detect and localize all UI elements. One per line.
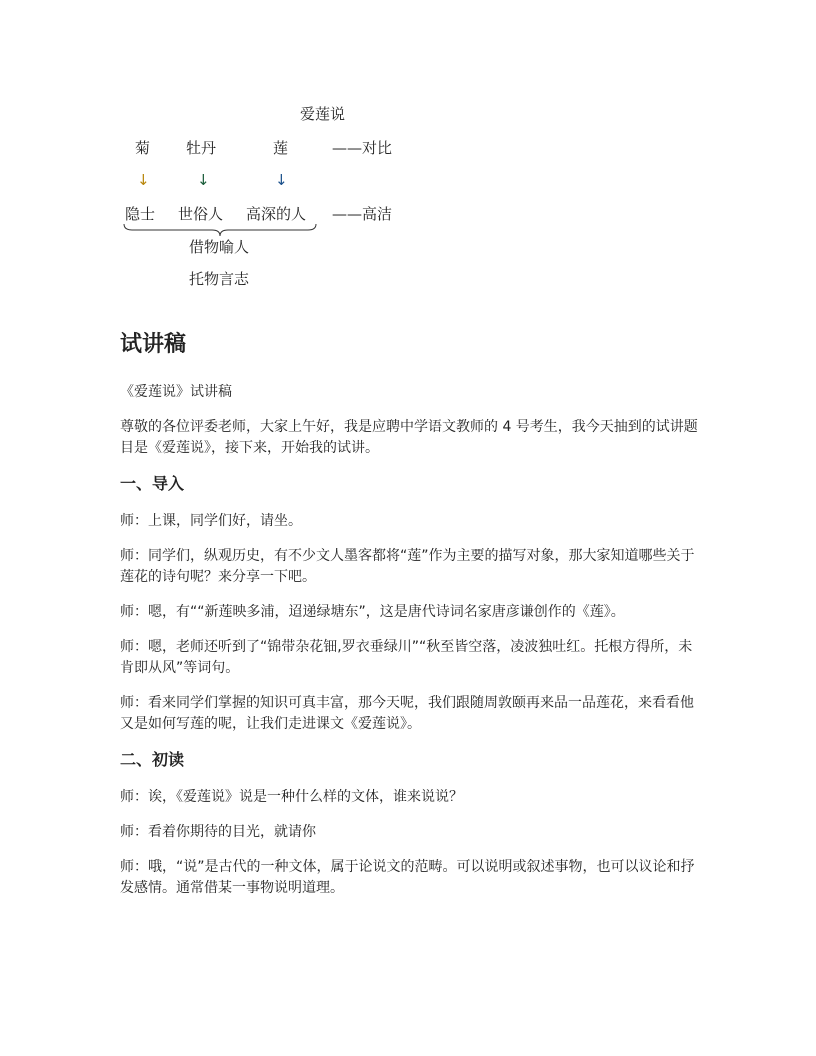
paragraph: 师：嗯，有““新莲映多浦，迢递绿塘东”，这是唐代诗词名家唐彦谦创作的《莲》。 xyxy=(120,604,625,620)
page-title: 试讲稿 xyxy=(120,332,187,357)
section-heading-intro: 一、导入 xyxy=(120,474,185,493)
diagram-item-hermit: 隐士 xyxy=(125,205,156,223)
diagram-method-express: 托物言志 xyxy=(189,270,250,288)
paragraph: 师：嗯，老师还听到了“锦带杂花钿,罗衣垂绿川”“秋至皆空落，凌波独吐红。托根方得所，未肯即从风”等词句。 xyxy=(120,639,693,676)
concept-diagram xyxy=(0,0,816,300)
arrow-down-icon: ↓ xyxy=(275,171,288,189)
arrow-down-icon: ↓ xyxy=(137,171,150,189)
section-heading-first-reading: 二、初读 xyxy=(120,750,185,769)
paragraph: 师：上课，同学们好，请坐。 xyxy=(120,513,302,529)
doc-intro: 尊敬的各位评委老师，大家上午好，我是应聘中学语文教师的 4 号考生，我今天抽到的试讲题目是《爱莲说》，接下来，开始我的试讲。 xyxy=(120,419,698,456)
brace-icon xyxy=(120,222,320,238)
doc-subtitle: 《爱莲说》试讲稿 xyxy=(120,384,232,400)
diagram-pure-label: ——高洁 xyxy=(332,205,393,223)
document-body xyxy=(120,330,700,913)
paragraph: 师：看来同学们掌握的知识可真丰富，那今天呢，我们跟随周敦颐再来品一品莲花，来看看他又是如何写莲的呢，让我们走进课文《爱莲说》。 xyxy=(120,695,694,732)
diagram-contrast-label: ——对比 xyxy=(332,139,393,157)
paragraph: 师：看着你期待的目光，就请你 xyxy=(120,824,316,840)
paragraph: 师：哦，“说”是古代的一种文体，属于论说文的范畴。可以说明或叙述事物，也可以议论和抒发感情。通常借某一事物说明道理。 xyxy=(120,859,695,896)
diagram-item-chrysanthemum: 菊 xyxy=(135,139,151,157)
paragraph: 师：同学们，纵观历史，有不少文人墨客都将“莲”作为主要的描写对象，那大家知道哪些关于莲花的诗句呢？来分享一下吧。 xyxy=(120,548,695,585)
diagram-title: 爱莲说 xyxy=(300,105,346,123)
diagram-item-lotus: 莲 xyxy=(273,139,289,157)
paragraph: 师：诶，《爱莲说》说是一种什么样的文体，谁来说说？ xyxy=(120,789,463,805)
diagram-item-noble: 高深的人 xyxy=(246,205,307,223)
diagram-item-peony: 牡丹 xyxy=(186,139,217,157)
diagram-method-metaphor: 借物喻人 xyxy=(189,238,250,256)
arrow-down-icon: ↓ xyxy=(197,171,210,189)
diagram-item-worldly: 世俗人 xyxy=(178,205,224,223)
